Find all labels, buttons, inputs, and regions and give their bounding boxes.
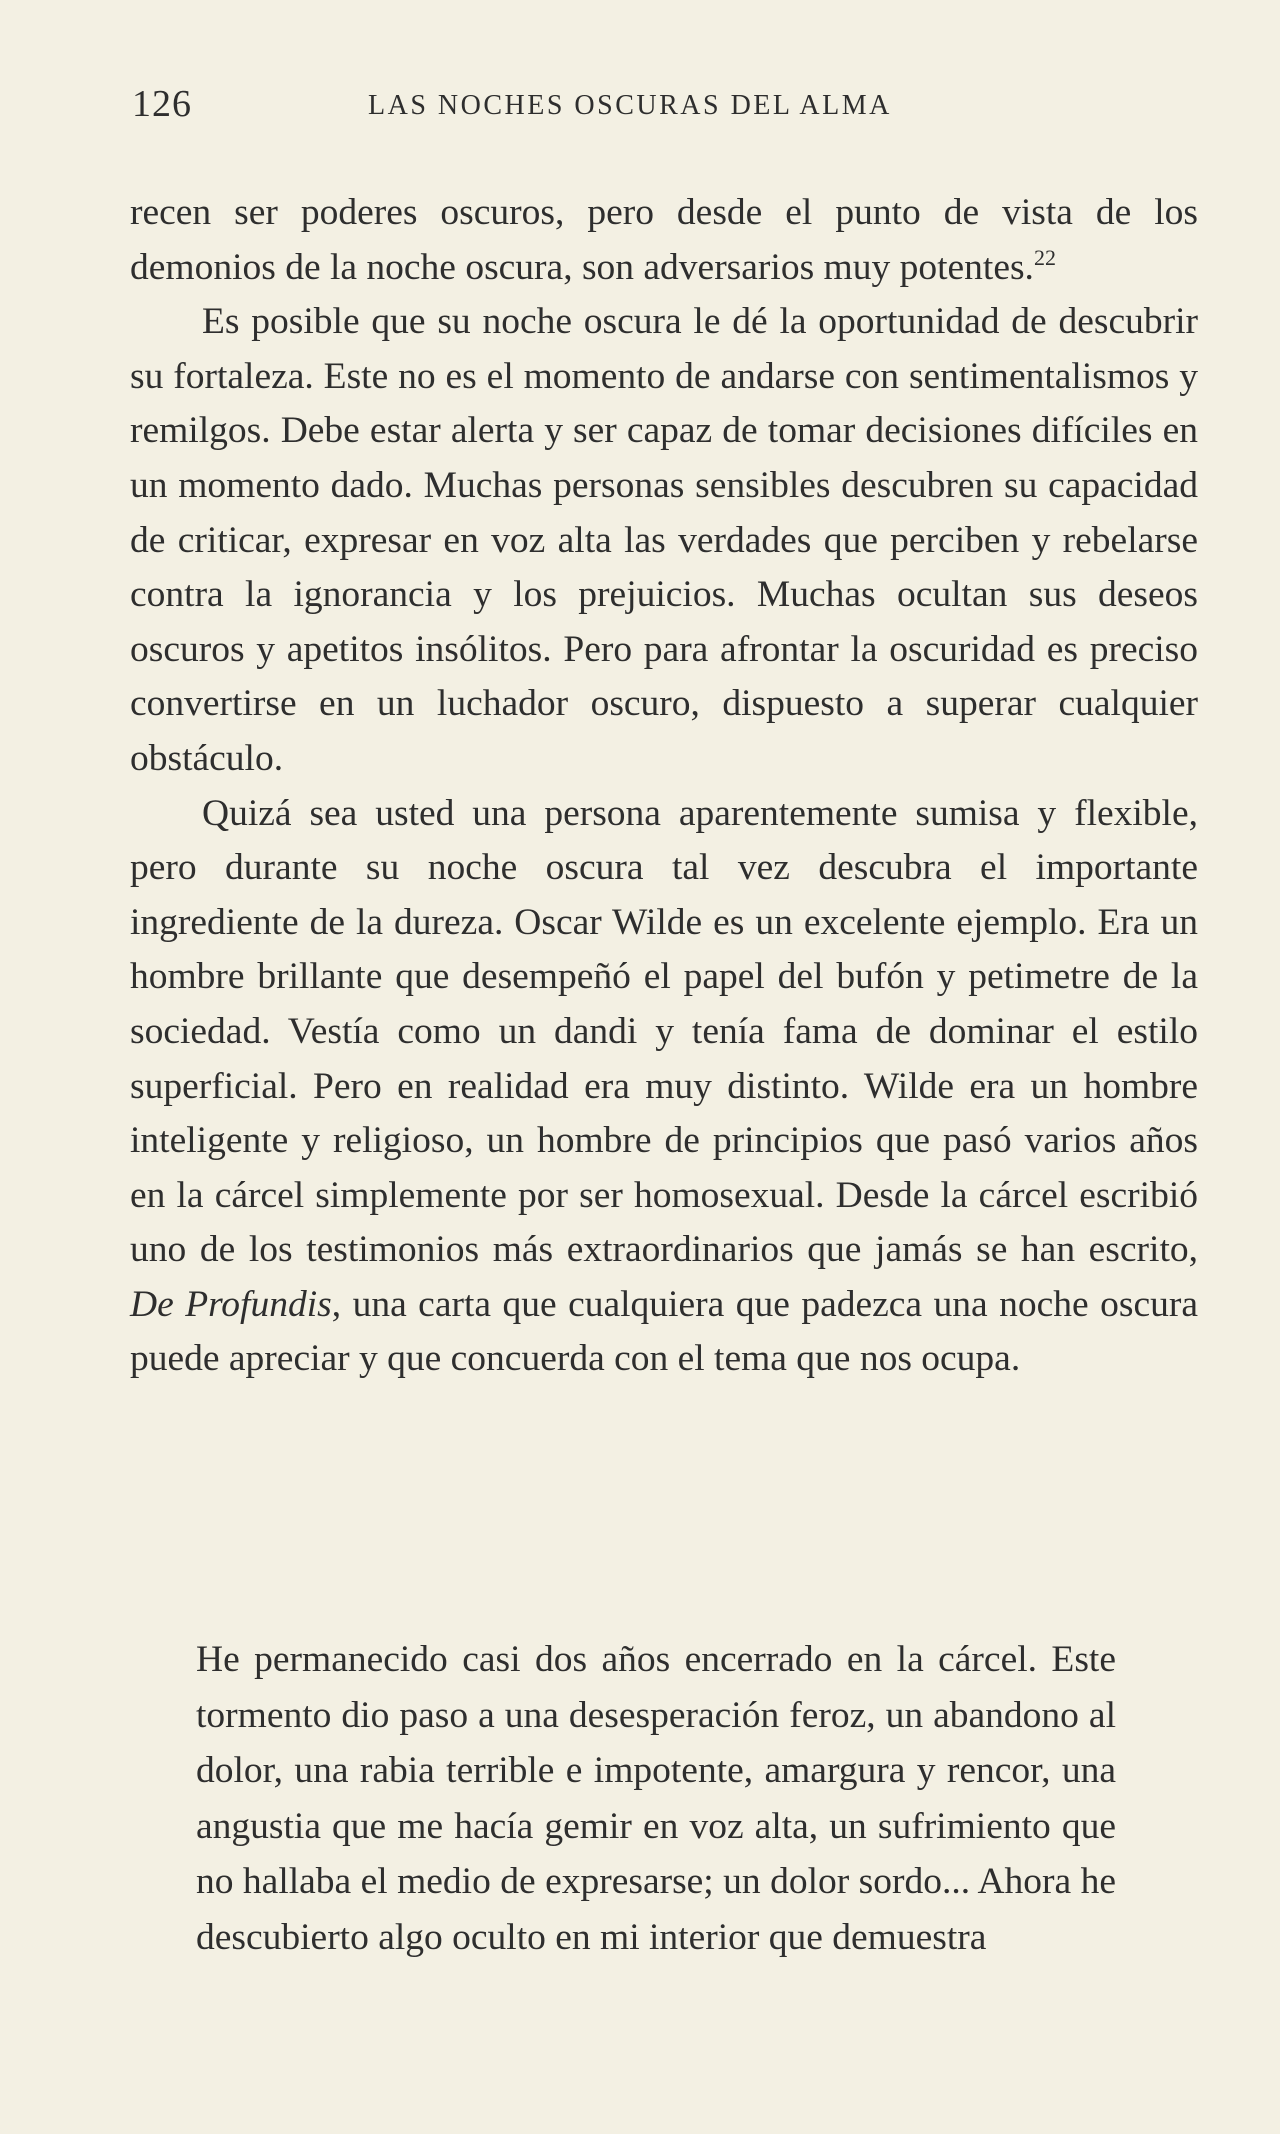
paragraph-2: Es posible que su noche oscura le dé la oportunidad de descubrir su fortaleza. Este no es el momento de andarse con sentimentalismos y remilgos. Debe estar alerta y ser capaz de tomar decisiones difíciles en un momento dado. Muchas personas sensibles descubren su capacidad de criticar, expresar en voz alta las verdades que perciben y rebelarse contra la ignorancia y los prejuicios. Muchas ocultan sus deseos oscuros y apetitos insólitos. Pero para afrontar la oscuridad es preciso convertirse en un luchador oscuro, dispuesto a superar cualquier obstáculo. bbox=[130, 301, 1198, 779]
page-number: 126 bbox=[132, 83, 192, 125]
book-title: De Profundis bbox=[130, 1283, 332, 1325]
paragraph-1 bbox=[130, 186, 1198, 295]
paragraph-3-text-start: Quizá sea usted una persona aparentemente sumisa y flexible, pero durante su noche oscura tal vez descubra el importante ingrediente de la dureza. Oscar Wilde es un excelente ejemplo. Era un hombre brillante que desempeñó el papel del bufón y petimetre de la sociedad. Vestía como un dandi y tenía fama de dominar el estilo superficial. Pero en realidad era muy distinto. Wilde era un hombre inteligente y religioso, un hombre de principios que pasó varios años en la cárcel simplemente por ser homosexual. Desde la cárcel escribió uno de los testimonios más extraordinarios que jamás se han escrito, bbox=[130, 792, 1198, 1271]
block-quote-text: He permanecido casi dos años encerrado en la cárcel. Este tormento dio paso a una desesperación feroz, un abandono al dolor, una rabia terrible e impotente, amargura y rencor, una angustia que me hacía gemir en voz alta, un sufrimiento que no hallaba el medio de expresarse; un dolor sordo... Ahora he descubierto algo oculto en mi interior que demuestra bbox=[196, 1639, 1116, 1958]
paragraph-3 bbox=[130, 787, 1198, 1388]
footnote-reference: 22 bbox=[1033, 244, 1056, 270]
paragraph-3-text-end: , una carta que cualquiera que padezca una noche oscura puede apreciar y que concuerda con el tema que nos ocupa. bbox=[130, 1283, 1198, 1380]
paragraph-1-text: recen ser poderes oscuros, pero desde el punto de vista de los demonios de la noche oscura, son adversarios muy potentes. bbox=[130, 192, 1198, 288]
body-text bbox=[130, 186, 1198, 1387]
block-quote bbox=[196, 1632, 1116, 1965]
running-title: LAS NOCHES OSCURAS DEL ALMA bbox=[368, 90, 892, 121]
page-header bbox=[132, 82, 1192, 132]
